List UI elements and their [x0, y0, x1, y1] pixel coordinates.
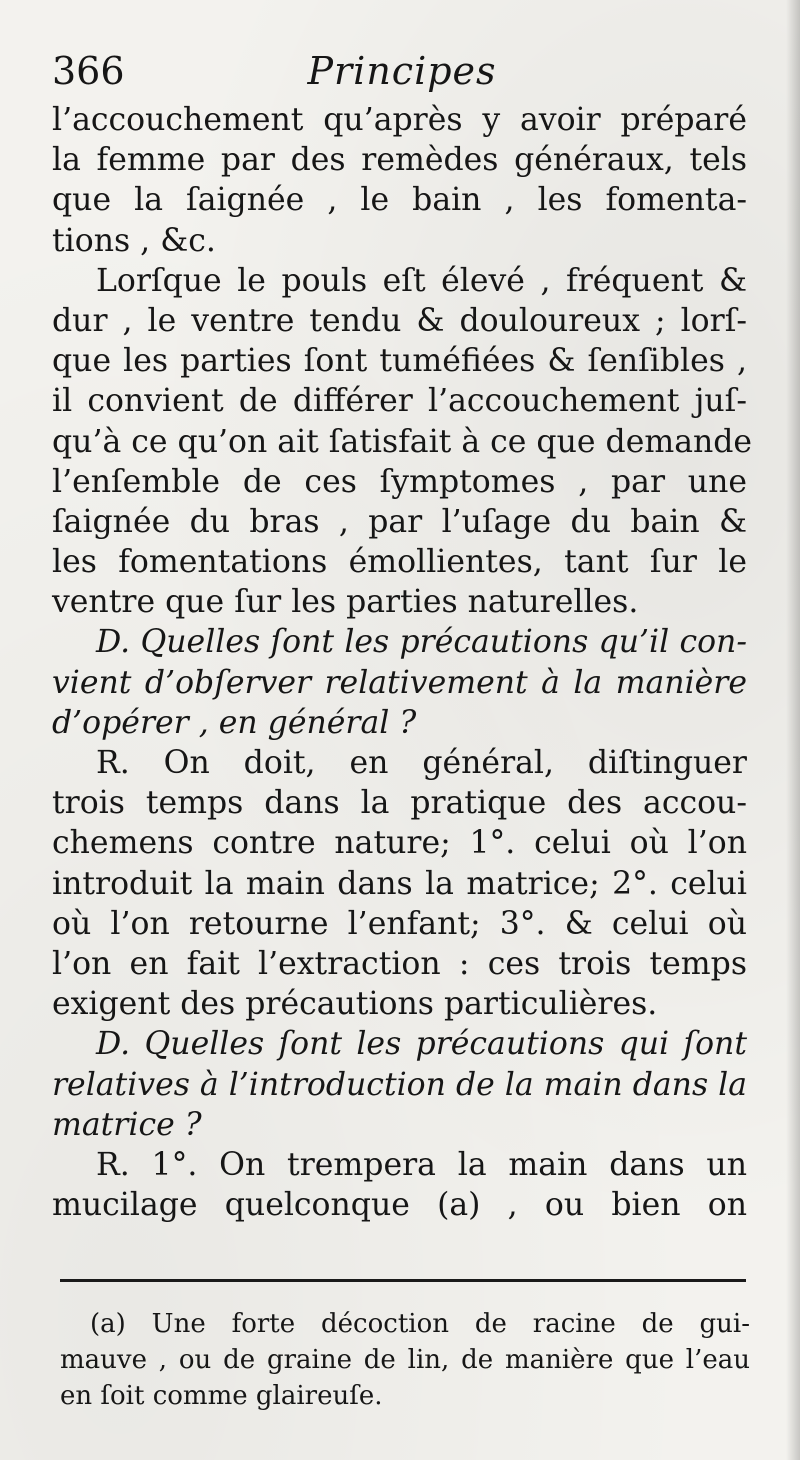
text-line: ventre que ſur les parties naturelles.	[52, 584, 639, 621]
text-line: les fomentations émollientes, tant ſur le	[52, 544, 747, 581]
text-line: Lorſque le pouls eſt élevé , fréquent &	[96, 262, 747, 299]
footnote-line: mauve , ou de graine de lin, de manière que l’eau	[60, 1345, 750, 1375]
answer-line: R. On doit, en général, diſtinguer	[96, 745, 747, 781]
text-line: il convient de différer l’accouchement juſ-	[52, 383, 747, 420]
text-line: ſaignée du bras , par l’uſage du bain &	[52, 503, 747, 540]
question-line: matrice ?	[52, 1106, 202, 1143]
text-line: dur , le ventre tendu & douloureux ; lorſ-	[52, 302, 747, 339]
question-line: vient d’obſerver relativement à la manière	[52, 664, 747, 701]
question-line: d’opérer , en général ?	[52, 704, 417, 741]
text-line: où l’on retourne l’enfant; 3°. & celui où	[52, 905, 747, 942]
text-line: que les parties ſont tuméfiées & ſenſibles ,	[52, 343, 747, 380]
footnote-line: en ſoit comme glaireuſe.	[60, 1381, 383, 1411]
text-line: tions , &c.	[52, 222, 216, 259]
text-line: introduit la main dans la matrice; 2°. celui	[52, 865, 747, 902]
body-text	[52, 100, 753, 1225]
page-header	[52, 44, 752, 98]
answer-line: R. 1°. On trempera la main dans un	[96, 1146, 747, 1183]
text-line: la femme par des remèdes généraux, tels	[52, 142, 747, 179]
text-line: l’on en fait l’extraction : ces trois temps	[52, 945, 747, 982]
page-number: 366	[52, 49, 125, 93]
question-line: relatives à l’introduction de la main dans la	[52, 1066, 747, 1103]
text-line: que la ſaignée , le bain , les fomenta-	[52, 182, 747, 219]
text-line: exigent des précautions particulières.	[52, 986, 658, 1023]
page-edge-shadow	[786, 0, 800, 1460]
text-line: trois temps dans la pratique des accou-	[52, 785, 747, 822]
question-line: D. Quelles ſont les précautions qui ſont	[96, 1026, 747, 1063]
question-line: D. Quelles ſont les précautions qu’il con-	[96, 624, 747, 661]
text-line: l’enſemble de ces ſymptomes , par une	[52, 463, 747, 500]
running-head: Principes	[307, 49, 497, 93]
text-line: l’accouchement qu’après y avoir préparé	[52, 102, 747, 138]
text-line: qu’à ce qu’on ait ſatisfait à ce que demande	[52, 423, 753, 460]
footnote	[60, 1306, 750, 1414]
text-line: chemens contre nature; 1°. celui où l’on	[52, 825, 747, 862]
footnote-line: (a) Une forte décoction de racine de gui-	[90, 1309, 750, 1339]
footnote-rule	[60, 1279, 746, 1282]
text-line: mucilage quelconque (a) , ou bien on	[52, 1187, 747, 1224]
